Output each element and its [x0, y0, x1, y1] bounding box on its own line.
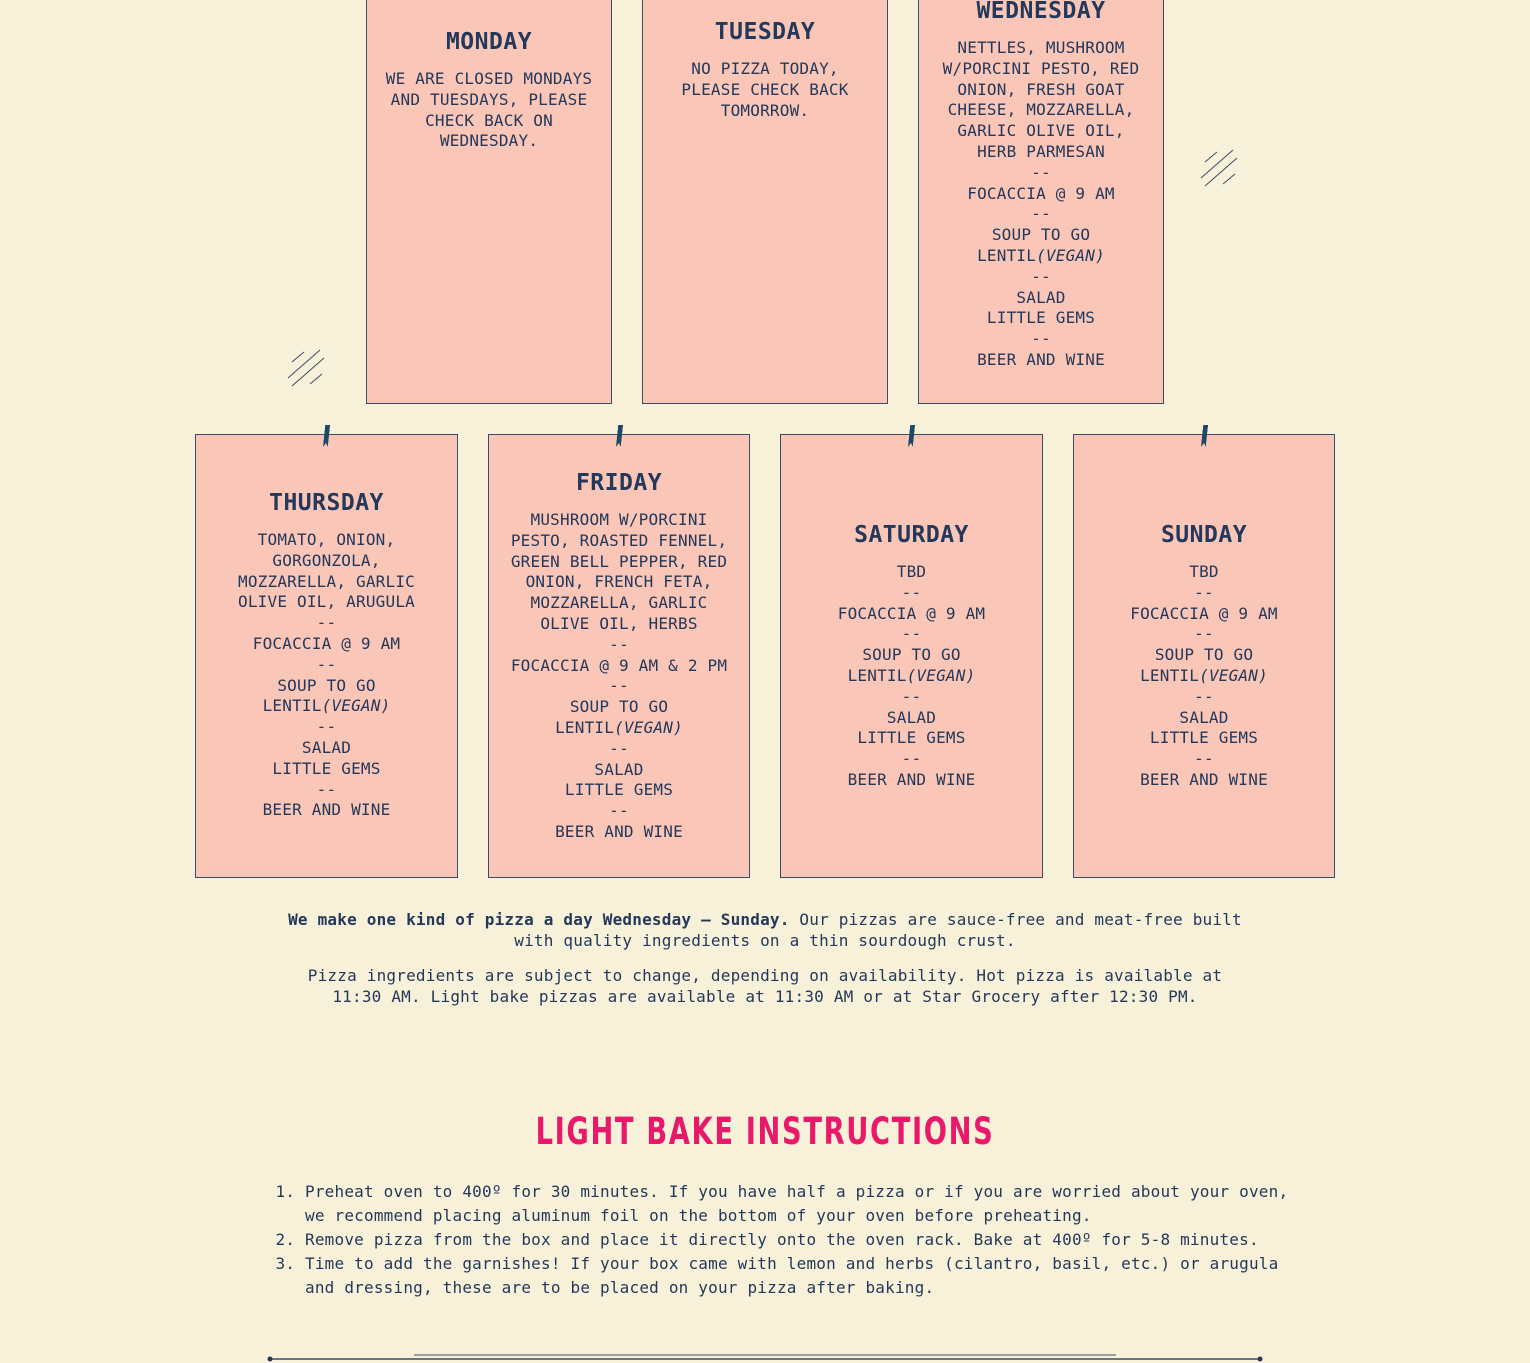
menu-line: TBD — [1189, 562, 1219, 581]
menu-line: -- — [316, 654, 337, 674]
menu-line: BEER AND WINE — [1140, 769, 1268, 789]
menu-line: SOUP TO GO — [569, 697, 669, 717]
divider-rule — [260, 1350, 1270, 1363]
menu-line: -- — [609, 738, 629, 758]
menu-line — [495, 718, 743, 739]
day-card-sunday — [1073, 434, 1335, 878]
menu-line: FOCACCIA @ 9 AM — [252, 633, 401, 653]
day-menu — [196, 530, 457, 821]
soup-name: LENTIL — [262, 696, 322, 716]
menu-line: BEER AND WINE — [847, 769, 976, 789]
menu-line — [929, 246, 1153, 267]
menu-line — [799, 666, 1024, 687]
menu-line: -- — [609, 801, 629, 821]
menu-line: -- — [316, 717, 337, 737]
menu-line: SOUP TO GO — [862, 645, 961, 665]
hatch-decoration-left — [286, 348, 330, 388]
menu-line: SALAD — [886, 707, 937, 727]
day-card-wednesday — [918, 0, 1164, 404]
menu-line: GREEN BELL PEPPER, RED — [510, 551, 728, 571]
menu-line: SOUP TO GO — [277, 675, 376, 695]
menu-line: -- — [609, 634, 629, 654]
intro-line-1 — [0, 909, 1530, 930]
day-card-monday — [366, 0, 612, 404]
menu-line: -- — [1031, 329, 1051, 349]
menu-line: WE ARE CLOSED MONDAYS — [385, 69, 593, 88]
menu-line: CHEESE, MOZZARELLA, — [947, 100, 1135, 120]
menu-line: ONION, FRESH GOAT — [957, 79, 1125, 99]
day-menu — [1074, 562, 1334, 791]
soup-name: LENTIL — [847, 665, 907, 685]
day-menu — [489, 510, 749, 843]
soup-diet: (VEGAN) — [614, 717, 683, 737]
pin-icon — [1201, 425, 1208, 447]
day-title: SUNDAY — [1160, 522, 1248, 548]
menu-line: BEER AND WINE — [555, 821, 683, 841]
menu-line: SOUP TO GO — [991, 225, 1091, 245]
intro-rest: Our pizzas are sauce-free and meat-free built — [789, 910, 1242, 929]
pin-icon — [323, 425, 330, 447]
menu-line: -- — [1031, 162, 1051, 182]
pin-icon — [908, 425, 915, 447]
menu-line: -- — [1194, 686, 1214, 706]
menu-line: -- — [901, 582, 922, 602]
menu-line: PESTO, ROASTED FENNEL, — [510, 530, 728, 550]
availability-line-2: 11:30 AM. Light bake pizzas are available at 11:30 AM or at Star Grocery after 12:30 PM. — [332, 987, 1198, 1006]
menu-line: GARLIC OLIVE OIL, — [957, 121, 1125, 141]
intro-line-2: with quality ingredients on a thin sourdough crust. — [514, 931, 1016, 950]
menu-line: AND TUESDAYS, PLEASE — [390, 89, 588, 109]
menu-line: OLIVE OIL, HERBS — [540, 613, 698, 633]
menu-line: NO PIZZA TODAY, — [691, 59, 839, 78]
light-bake-heading: LIGHT BAKE INSTRUCTIONS — [535, 1110, 995, 1153]
menu-line: -- — [609, 676, 629, 696]
menu-line: MOZZARELLA, GARLIC — [238, 571, 415, 591]
light-bake-steps — [272, 1180, 1305, 1300]
hatch-decoration-right — [1199, 148, 1243, 188]
day-menu — [919, 38, 1163, 371]
menu-line: ONION, FRENCH FETA, — [525, 572, 713, 592]
availability-paragraph — [0, 965, 1530, 1007]
pin-icon — [616, 425, 623, 447]
menu-line: TOMATO, ONION, — [257, 530, 396, 549]
day-title: MONDAY — [445, 29, 533, 55]
menu-line: -- — [316, 613, 337, 633]
menu-line: FOCACCIA @ 9 AM — [837, 603, 986, 623]
day-menu — [643, 59, 887, 121]
menu-line: LITTLE GEMS — [857, 728, 966, 748]
menu-line: LITTLE GEMS — [986, 308, 1096, 328]
soup-diet: (VEGAN) — [321, 696, 391, 716]
soup-diet: (VEGAN) — [1036, 245, 1105, 265]
intro-bold: We make one kind of pizza a day Wednesday — Sunday. — [288, 910, 790, 929]
menu-line: WEDNESDAY. — [439, 131, 539, 151]
menu-line: GORGONZOLA, — [272, 550, 381, 570]
menu-line: BEER AND WINE — [977, 349, 1105, 369]
menu-line: -- — [901, 624, 922, 644]
day-title: FRIDAY — [575, 470, 663, 496]
menu-line: SALAD — [1016, 287, 1066, 307]
day-title: TUESDAY — [714, 19, 816, 45]
day-title: THURSDAY — [269, 490, 384, 516]
step-item: 2. Remove pizza from the box and place it directly onto the oven rack. Bake at 400º for 5-8 minutes. — [305, 1228, 1305, 1252]
soup-name: LENTIL — [1140, 665, 1200, 685]
intro-paragraph — [0, 909, 1530, 951]
soup-diet: (VEGAN) — [1199, 665, 1268, 685]
menu-line: LITTLE GEMS — [272, 758, 381, 778]
menu-line: -- — [901, 686, 922, 706]
menu-line: TBD — [896, 562, 927, 581]
step-item: 1. Preheat oven to 400º for 30 minutes. If you have half a pizza or if you are worried about your oven, we recommend placing aluminum foil on the bottom of your oven before preheating. — [305, 1180, 1305, 1228]
menu-line: -- — [1194, 582, 1214, 602]
menu-line: SALAD — [1179, 707, 1229, 727]
menu-line: PLEASE CHECK BACK — [681, 79, 849, 99]
menu-line: -- — [316, 779, 337, 799]
menu-line: FOCACCIA @ 9 AM & 2 PM — [510, 655, 728, 675]
menu-line: SALAD — [594, 759, 644, 779]
menu-line: FOCACCIA @ 9 AM — [967, 183, 1115, 203]
menu-line: MUSHROOM W/PORCINI — [530, 510, 708, 529]
soup-name: LENTIL — [555, 717, 615, 737]
menu-line: BEER AND WINE — [262, 800, 391, 820]
day-card-tuesday — [642, 0, 888, 404]
menu-line: -- — [1194, 749, 1214, 769]
day-title: WEDNESDAY — [976, 0, 1106, 24]
day-card-friday — [488, 434, 750, 878]
menu-line: CHECK BACK ON — [425, 110, 553, 130]
day-card-thursday — [195, 434, 458, 878]
day-menu — [781, 562, 1042, 791]
day-menu — [367, 69, 611, 152]
menu-line: MOZZARELLA, GARLIC — [530, 593, 708, 613]
menu-line: LITTLE GEMS — [564, 780, 674, 800]
menu-line: -- — [1194, 624, 1214, 644]
menu-line: -- — [1031, 204, 1051, 224]
menu-line: W/PORCINI PESTO, RED — [942, 58, 1140, 78]
menu-line: FOCACCIA @ 9 AM — [1130, 603, 1278, 623]
menu-line: TOMORROW. — [720, 100, 810, 120]
menu-line: -- — [1031, 266, 1051, 286]
day-card-saturday — [780, 434, 1043, 878]
soup-diet: (VEGAN) — [906, 665, 976, 685]
menu-line: SALAD — [301, 737, 352, 757]
menu-line — [214, 696, 439, 717]
menu-line: HERB PARMESAN — [977, 141, 1105, 161]
menu-line: SOUP TO GO — [1154, 645, 1254, 665]
menu-line — [1092, 666, 1316, 687]
menu-line: LITTLE GEMS — [1149, 728, 1259, 748]
availability-line-1: Pizza ingredients are subject to change, depending on availability. Hot pizza is available at — [307, 966, 1223, 985]
day-title: SATURDAY — [854, 522, 969, 548]
menu-line: OLIVE OIL, ARUGULA — [238, 592, 415, 612]
step-item: 3. Time to add the garnishes! If your box came with lemon and herbs (cilantro, basil, etc.) or arugula and dressing, these are to be placed on your pizza after baking. — [305, 1252, 1305, 1300]
menu-line: -- — [901, 749, 922, 769]
menu-line: NETTLES, MUSHROOM — [957, 38, 1125, 57]
soup-name: LENTIL — [977, 245, 1037, 265]
